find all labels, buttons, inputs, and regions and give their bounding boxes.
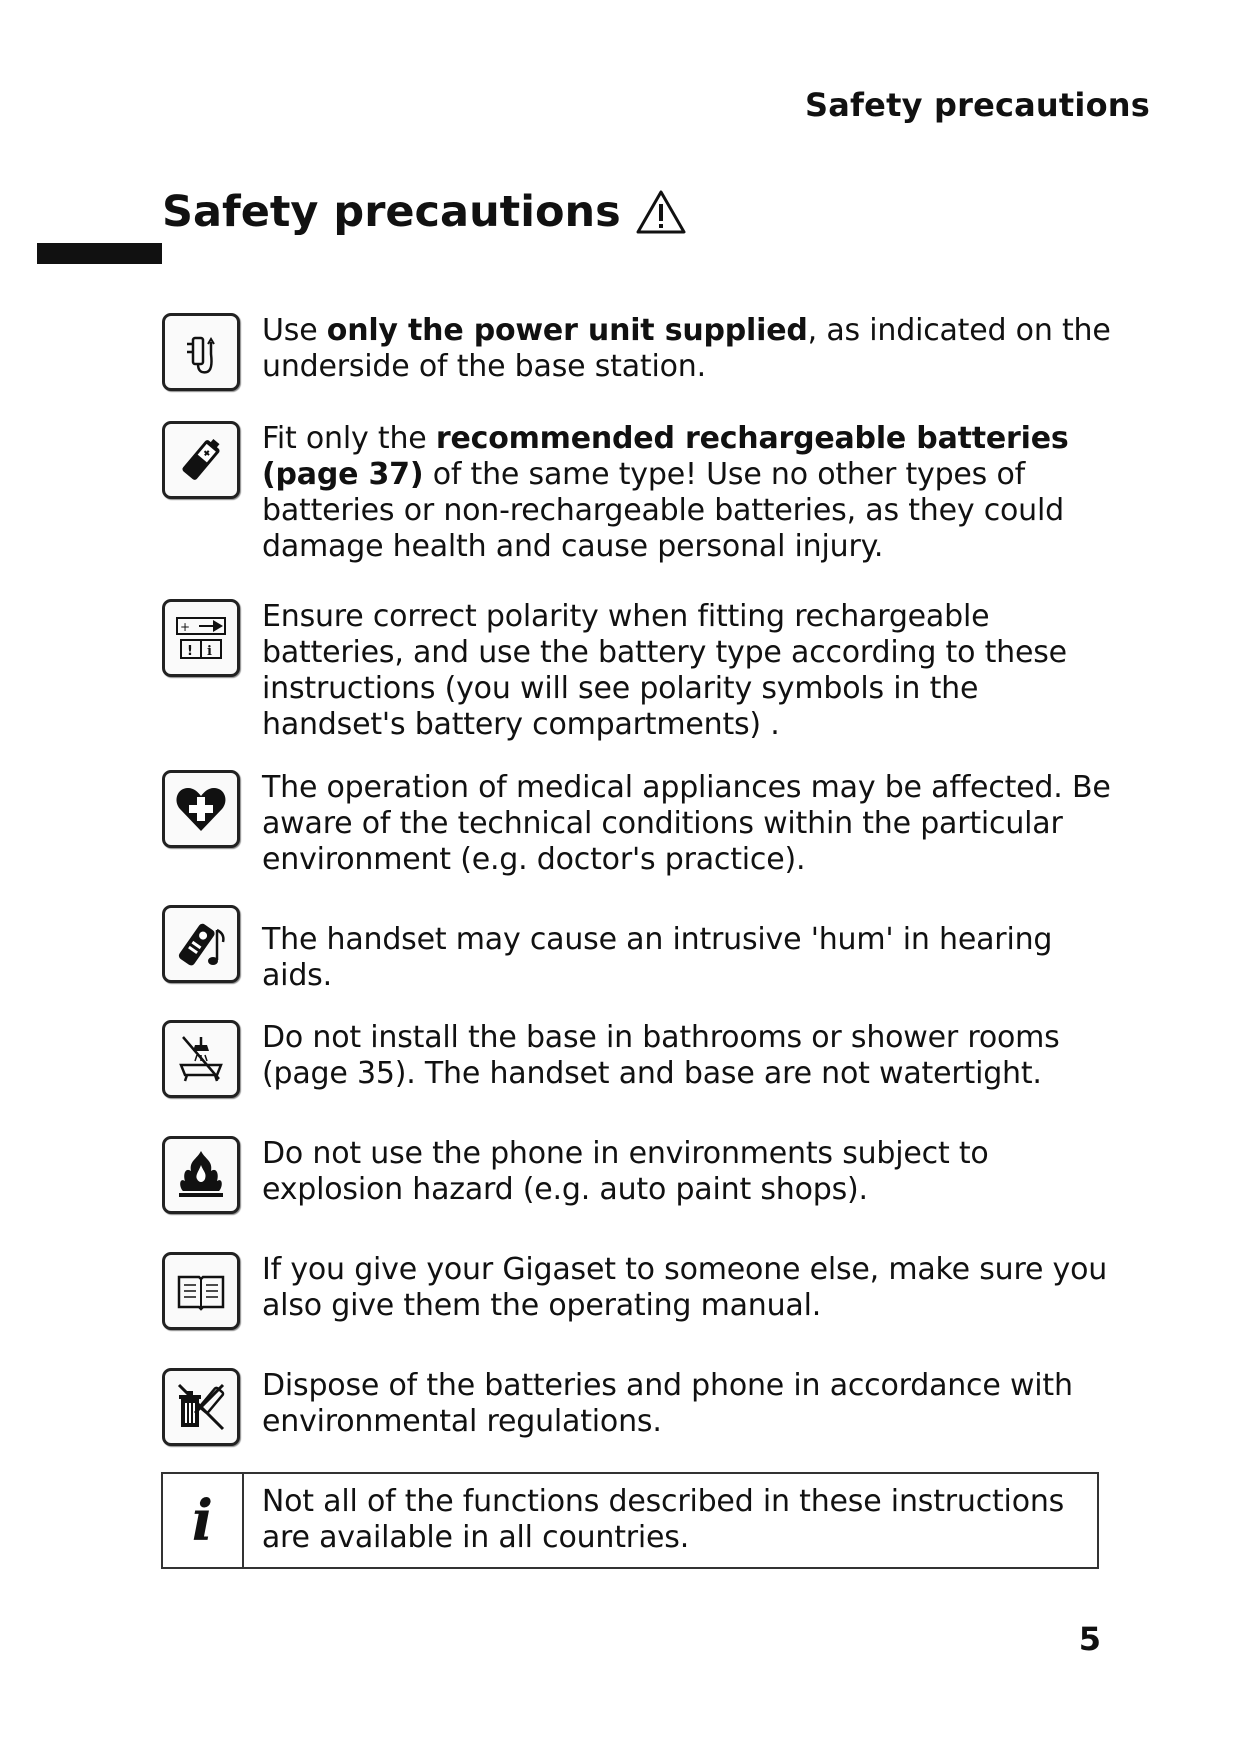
safety-item-bathroom (162, 1020, 1122, 1098)
running-header: Safety precautions (805, 86, 1150, 124)
safety-item-text (262, 1136, 1122, 1208)
safety-item-text (262, 599, 1122, 743)
page-title (162, 184, 687, 240)
hearing-aid-icon (162, 905, 240, 983)
svg-text:!: ! (187, 644, 193, 659)
body-text: Dispose of the batteries and phone in accordance with environmental regulations. (262, 1368, 1073, 1439)
explosion-hazard-icon (162, 1136, 240, 1214)
safety-item-power-unit (162, 313, 1122, 391)
medical-heart-icon (162, 770, 240, 848)
safety-item-manual (162, 1252, 1122, 1330)
safety-item-explosion (162, 1136, 1122, 1214)
page-title-text: Safety precautions (162, 187, 621, 237)
info-note-text: Not all of the functions described in these instructions are available in all countries. (261, 1484, 1065, 1555)
safety-item-text (262, 313, 1122, 385)
safety-item-text (262, 1252, 1122, 1324)
svg-text:i: i (207, 644, 212, 659)
info-note-box (161, 1472, 1099, 1569)
manual-book-icon (162, 1252, 240, 1330)
warning-triangle-icon (635, 189, 687, 235)
no-bathroom-icon (162, 1020, 240, 1098)
body-text: , as indicated on the underside of the base station. (262, 313, 1111, 384)
info-icon-glyph: i (191, 1487, 214, 1554)
safety-item-text (262, 1368, 1122, 1440)
safety-item-polarity (162, 599, 1122, 743)
body-text: Do not use the phone in environments subject to explosion hazard (e.g. auto paint shops). (262, 1136, 989, 1207)
body-text: Use (262, 313, 327, 348)
safety-item-disposal (162, 1368, 1122, 1446)
emphasis-text: recommended rechargeable batteries (page 37) (262, 421, 1069, 492)
emphasis-text: only the power unit supplied (326, 313, 808, 348)
safety-item-text (262, 922, 1122, 994)
section-marker-bar (37, 243, 162, 264)
body-text: The handset may cause an intrusive 'hum' in hearing aids. (262, 922, 1053, 993)
body-text: Ensure correct polarity when fitting rechargeable batteries, and use the battery type according to these instructions (you will see polarity symbols in the handset's battery compartments) . (262, 599, 1067, 742)
power-unit-icon (162, 313, 240, 391)
svg-text:+: + (180, 620, 191, 634)
safety-item-text (262, 421, 1122, 565)
safety-item-text (262, 1020, 1122, 1092)
page-number: 5 (1078, 1620, 1101, 1658)
battery-polarity-icon (162, 599, 240, 677)
safety-item-batteries (162, 421, 1122, 565)
rechargeable-battery-icon (162, 421, 240, 499)
body-text: The operation of medical appliances may be affected. Be aware of the technical conditions within the particular environment (e.g. doctor's practice). (262, 770, 1111, 877)
safety-item-hearing-aid (162, 905, 1122, 994)
body-text: Fit only the (262, 421, 436, 456)
info-icon (163, 1474, 244, 1567)
body-text: of the same type! Use no other types of batteries or non-rechargeable batteries, as they could damage health and cause personal injury. (262, 457, 1064, 564)
body-text: If you give your Gigaset to someone else, make sure you also give them the operating manual. (262, 1252, 1108, 1323)
safety-item-medical (162, 770, 1122, 878)
body-text: Do not install the base in bathrooms or shower rooms (page 35). The handset and base are not watertight. (262, 1020, 1060, 1091)
disposal-bin-icon (162, 1368, 240, 1446)
safety-item-text (262, 770, 1122, 878)
